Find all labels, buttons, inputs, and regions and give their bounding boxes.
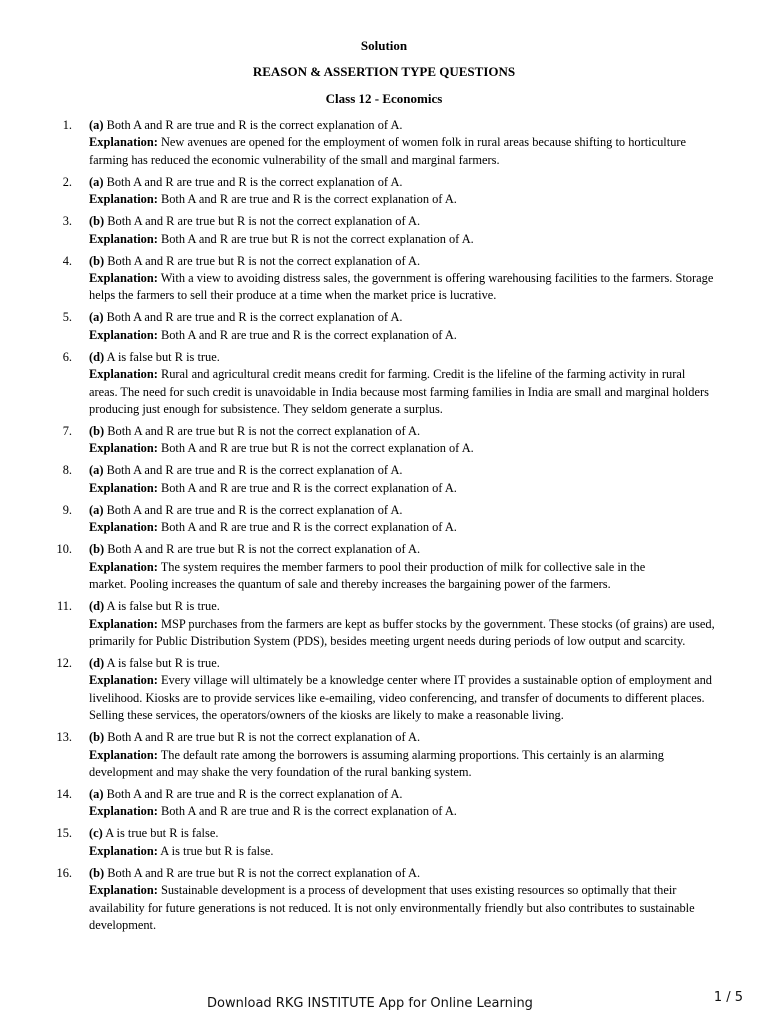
explanation-line xyxy=(89,764,729,781)
explanation-text: Selling these services, the operators/owners of the kiosks are likely to make a reasonable living. xyxy=(89,708,564,723)
explanation-line xyxy=(89,327,729,344)
solution-item xyxy=(0,174,768,209)
answer-line xyxy=(89,117,729,134)
doc-subtitle: REASON & ASSERTION TYPE QUESTIONS xyxy=(252,64,516,79)
explanation-text: producing just enough for subsistence. They seldom generate a surplus. xyxy=(89,402,443,417)
footer-promo: Download RKG INSTITUTE App for Online Learning xyxy=(207,996,533,1011)
answer-text: Both A and R are true and R is the correct explanation of A. xyxy=(106,463,403,478)
answer-option: (d) xyxy=(89,655,105,670)
item-body xyxy=(89,729,729,781)
explanation-label: Explanation: xyxy=(89,231,158,246)
answer-line xyxy=(89,174,729,191)
item-body xyxy=(89,349,729,419)
explanation-label: Explanation: xyxy=(89,135,158,150)
explanation-label: Explanation: xyxy=(89,271,158,286)
explanation-label: Explanation: xyxy=(89,747,158,762)
explanation-text: primarily for Public Distribution System (PDS), besides meeting urgent needs during periods of low output and scarcity. xyxy=(89,633,686,648)
item-body xyxy=(89,462,729,497)
explanation-text: farming has reduced the economic vulnerability of the small and marginal farmers. xyxy=(89,152,500,167)
explanation-line xyxy=(89,519,729,536)
doc-title: Solution xyxy=(360,38,408,53)
explanation-text: Rural and agricultural credit means credit for farming. Credit is the lifeline of the farming activity in rural xyxy=(160,367,686,382)
item-body xyxy=(89,786,729,821)
explanation-line xyxy=(89,231,729,248)
solution-item xyxy=(0,502,768,537)
explanation-text: livelihood. Kiosks are to provide services like e-emailing, video conferencing, and transfer of documents to different places. xyxy=(89,690,705,705)
answer-text: Both A and R are true and R is the correct explanation of A. xyxy=(106,118,403,132)
explanation-text: MSP purchases from the farmers are kept as buffer stocks by the government. These stocks (of grains) are used, xyxy=(160,616,715,631)
explanation-label: Explanation: xyxy=(89,804,158,819)
item-body xyxy=(89,598,729,650)
item-body xyxy=(89,253,729,305)
explanation-text: development and may shake the very foundation of the rural banking system. xyxy=(89,764,472,779)
answer-option: (d) xyxy=(89,349,105,364)
answer-text: A is false but R is true. xyxy=(106,349,220,364)
explanation-line xyxy=(89,707,729,724)
explanation-label: Explanation: xyxy=(89,192,158,207)
answer-text: Both A and R are true and R is the correct explanation of A. xyxy=(106,786,403,801)
answer-line xyxy=(89,502,729,519)
answer-text: A is false but R is true. xyxy=(106,655,220,670)
explanation-line xyxy=(89,672,729,689)
explanation-label: Explanation: xyxy=(89,480,158,495)
explanation-line xyxy=(89,616,729,633)
answer-text: Both A and R are true but R is not the correct explanation of A. xyxy=(107,865,421,880)
item-body xyxy=(89,541,729,593)
explanation-text: Both A and R are true but R is not the correct explanation of A. xyxy=(160,231,474,246)
answer-line xyxy=(89,349,729,366)
solution-item xyxy=(0,541,768,593)
explanation-text: areas. The need for such credit is unavoidable in India because most farming families in India are small and marginal holders xyxy=(89,384,709,399)
item-number: 6. xyxy=(62,349,72,364)
solution-item xyxy=(0,865,768,935)
explanation-text: availability for future generations is not reduced. It is not only environmentally friendly but also contributes to sustainable xyxy=(89,900,695,915)
explanation-text: development. xyxy=(89,917,157,932)
explanation-text: Both A and R are true and R is the correct explanation of A. xyxy=(160,327,457,342)
answer-option: (b) xyxy=(89,424,105,439)
explanation-label: Explanation: xyxy=(89,559,158,574)
explanation-label: Explanation: xyxy=(89,441,158,456)
answer-option: (d) xyxy=(89,599,105,614)
explanation-text: Sustainable development is a process of development that uses existing resources so optimally that their xyxy=(160,883,677,898)
answer-line xyxy=(89,825,729,842)
answer-text: A is true but R is false. xyxy=(105,826,219,841)
answer-line xyxy=(89,655,729,672)
explanation-line xyxy=(89,134,729,151)
answer-text: A is false but R is true. xyxy=(106,599,220,614)
explanation-text: Every village will ultimately be a knowledge center where IT provides a sustainable option of employment and xyxy=(160,673,712,688)
explanation-text: The default rate among the borrowers is assuming alarming proportions. This certainly is an alarming xyxy=(160,747,664,762)
solution-item xyxy=(0,213,768,248)
item-body xyxy=(89,825,729,860)
explanation-line xyxy=(89,191,729,208)
solution-list xyxy=(0,117,768,939)
explanation-line xyxy=(89,270,729,287)
page-number: 1 / 5 xyxy=(713,990,743,1005)
explanation-line xyxy=(89,690,729,707)
explanation-label: Explanation: xyxy=(89,367,158,382)
answer-text: Both A and R are true but R is not the correct explanation of A. xyxy=(107,542,421,557)
explanation-label: Explanation: xyxy=(89,673,158,688)
answer-option: (b) xyxy=(89,214,105,229)
item-body xyxy=(89,213,729,248)
item-body xyxy=(89,174,729,209)
item-number: 8. xyxy=(62,463,72,478)
explanation-line xyxy=(89,440,729,457)
explanation-line xyxy=(89,480,729,497)
solution-item xyxy=(0,349,768,419)
explanation-text: helps the farmers to sell their produce at a time when the market price is lucrative. xyxy=(89,288,497,303)
solution-item xyxy=(0,423,768,458)
item-number: 3. xyxy=(62,214,72,229)
explanation-line xyxy=(89,366,729,383)
solution-item xyxy=(0,117,768,169)
item-number: 13. xyxy=(56,730,72,745)
explanation-line xyxy=(89,747,729,764)
item-number: 10. xyxy=(56,542,72,557)
solution-item xyxy=(0,462,768,497)
explanation-text: A is true but R is false. xyxy=(160,843,274,858)
explanation-label: Explanation: xyxy=(89,520,158,535)
explanation-text: Both A and R are true but R is not the correct explanation of A. xyxy=(160,441,474,456)
item-number: 5. xyxy=(62,310,72,325)
answer-option: (b) xyxy=(89,542,105,557)
solution-item xyxy=(0,655,768,725)
answer-text: Both A and R are true and R is the correct explanation of A. xyxy=(106,502,403,517)
item-body xyxy=(89,117,729,169)
explanation-text: With a view to avoiding distress sales, the government is offering warehousing facilities to the farmers. Storage xyxy=(160,271,714,286)
answer-option: (c) xyxy=(89,826,103,841)
answer-text: Both A and R are true and R is the correct explanation of A. xyxy=(106,174,403,189)
answer-line xyxy=(89,213,729,230)
item-number: 14. xyxy=(56,786,72,801)
answer-text: Both A and R are true and R is the correct explanation of A. xyxy=(106,310,403,325)
explanation-label: Explanation: xyxy=(89,843,158,858)
answer-option: (a) xyxy=(89,463,104,478)
item-number: 4. xyxy=(62,253,72,268)
item-number: 2. xyxy=(62,174,72,189)
item-body xyxy=(89,865,729,935)
answer-line xyxy=(89,541,729,558)
item-number: 12. xyxy=(56,655,72,670)
answer-line xyxy=(89,423,729,440)
solution-item xyxy=(0,598,768,650)
explanation-text: market. Pooling increases the quantum of sale and thereby increases the bargaining power of the farmers. xyxy=(89,577,611,592)
answer-text: Both A and R are true but R is not the correct explanation of A. xyxy=(107,253,421,268)
answer-option: (b) xyxy=(89,865,105,880)
answer-line xyxy=(89,598,729,615)
answer-option: (b) xyxy=(89,253,105,268)
solution-item xyxy=(0,729,768,781)
answer-line xyxy=(89,253,729,270)
explanation-line xyxy=(89,384,729,401)
answer-option: (a) xyxy=(89,174,104,189)
answer-line xyxy=(89,729,729,746)
explanation-line xyxy=(89,401,729,418)
solution-item xyxy=(0,825,768,860)
item-number: 15. xyxy=(56,826,72,841)
explanation-line xyxy=(89,917,729,934)
explanation-line xyxy=(89,882,729,899)
answer-text: Both A and R are true but R is not the correct explanation of A. xyxy=(107,214,421,229)
item-number: 7. xyxy=(62,424,72,439)
doc-class-line: Class 12 - Economics xyxy=(325,91,443,106)
item-number: 16. xyxy=(56,865,72,880)
answer-text: Both A and R are true but R is not the correct explanation of A. xyxy=(107,730,421,745)
item-body xyxy=(89,423,729,458)
explanation-line xyxy=(89,633,729,650)
explanation-line xyxy=(89,576,729,593)
item-body xyxy=(89,655,729,725)
explanation-label: Explanation: xyxy=(89,883,158,898)
answer-line xyxy=(89,309,729,326)
answer-line xyxy=(89,462,729,479)
answer-option: (a) xyxy=(89,118,104,132)
explanation-text: Both A and R are true and R is the correct explanation of A. xyxy=(160,520,457,535)
answer-option: (b) xyxy=(89,730,105,745)
explanation-text: The system requires the member farmers to pool their production of milk for collective sale in the xyxy=(160,559,646,574)
explanation-line xyxy=(89,559,729,576)
explanation-line xyxy=(89,152,729,169)
item-body xyxy=(89,502,729,537)
answer-line xyxy=(89,786,729,803)
answer-option: (a) xyxy=(89,502,104,517)
explanation-line xyxy=(89,843,729,860)
item-body xyxy=(89,309,729,344)
explanation-text: Both A and R are true and R is the correct explanation of A. xyxy=(160,804,457,819)
item-number: 9. xyxy=(62,502,72,517)
answer-option: (a) xyxy=(89,310,104,325)
explanation-text: Both A and R are true and R is the correct explanation of A. xyxy=(160,192,457,207)
explanation-text: New avenues are opened for the employment of women folk in rural areas because shifting to horticulture xyxy=(160,135,687,150)
answer-line xyxy=(89,865,729,882)
explanation-line xyxy=(89,803,729,820)
solution-item xyxy=(0,253,768,305)
item-number: 1. xyxy=(62,118,72,132)
answer-text: Both A and R are true but R is not the correct explanation of A. xyxy=(107,424,421,439)
solution-item xyxy=(0,786,768,821)
explanation-line xyxy=(89,900,729,917)
answer-option: (a) xyxy=(89,786,104,801)
item-number: 11. xyxy=(56,599,72,614)
explanation-text: Both A and R are true and R is the correct explanation of A. xyxy=(160,480,457,495)
explanation-line xyxy=(89,287,729,304)
explanation-label: Explanation: xyxy=(89,616,158,631)
solution-item xyxy=(0,309,768,344)
explanation-label: Explanation: xyxy=(89,327,158,342)
